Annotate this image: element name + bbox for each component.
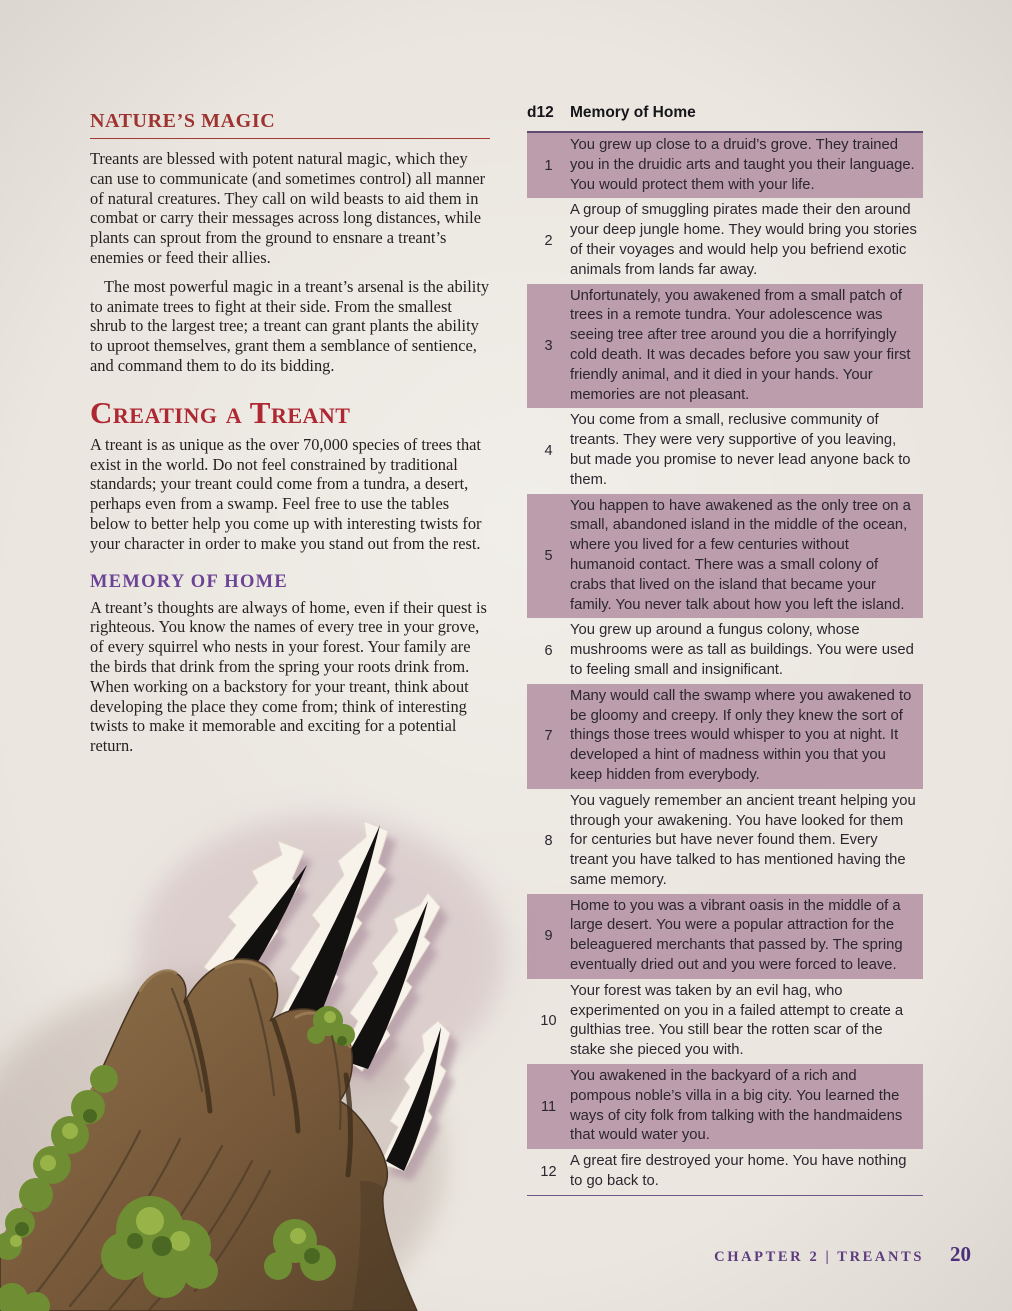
table-row <box>527 684 923 789</box>
memory-description: You awakened in the backyard of a rich and pompous noble’s villa in a big city. You learned the ways of city folk from talking with the handmaidens that would water you. <box>570 1068 903 1144</box>
creating-a-treant-text <box>90 435 490 554</box>
memory-description: You happen to have awakened as the only tree on a small, abandoned island in the middle of the ocean, where you lived for a few centuries without humanoid contact. There was a small colony of crabs that lived on the island that became your family. You never talk about how you left the island. <box>570 497 911 613</box>
memory-description: Your forest was taken by an evil hag, who experimented on you in a failed attempt to create a gulthias tree. You still bear the rotten scar of the stake she pieced you with. <box>570 982 904 1059</box>
die-roll-value: 10 <box>540 1013 557 1030</box>
table-row <box>527 979 923 1064</box>
memory-description: You grew up around a fungus colony, whose mushrooms were as tall as buildings. You were used to feeling small and insignificant. <box>570 622 914 678</box>
die-roll-value: 8 <box>544 833 553 850</box>
die-roll-value: 6 <box>544 643 553 660</box>
memory-description: Home to you was a vibrant oasis in the middle of a large desert. You were a popular attraction for the beleaguered merchants that passed by. The spring eventually dried out and you were forced to leave. <box>570 897 903 974</box>
table-row <box>527 789 923 894</box>
table-header-row <box>527 104 923 133</box>
paragraph: A treant is as unique as the over 70,000 species of trees that exist in the world. Do not feel constrained by traditional standards; your treant could come from a tundra, a desert, perhaps even from a swamp. Feel free to use the tables below to better help you come up with interesting twists for your character in order to make you stand out from the rest. <box>90 434 482 553</box>
die-roll-value: 7 <box>544 728 553 745</box>
table-row <box>527 408 923 493</box>
table-row <box>527 133 923 198</box>
table-body <box>527 133 923 1196</box>
section-heading-natures-magic: NATURE’S MAGIC <box>90 110 490 139</box>
die-roll-value: 2 <box>544 232 553 249</box>
page-footer <box>714 1242 971 1267</box>
memory-description: A group of smuggling pirates made their den around your deep jungle home. They would bring you stories of their voyages and would help you befriend exotic animals from lands far away. <box>570 202 917 278</box>
die-roll-value: 1 <box>544 157 553 174</box>
memory-description: Unfortunately, you awakened from a small patch of trees in a remote tundra. Your adolescence was seeing tree after tree around you die a horrifyingly cold death. It was decades before you saw your first friendly animal, and it died in your hands. Your memories are not pleasant. <box>570 287 911 403</box>
memory-description: You come from a small, reclusive community of treants. They were very supportive of you leaving, but made you promise to never lead anyone back to them. <box>570 412 911 488</box>
die-roll-value: 3 <box>544 337 553 354</box>
die-roll-value: 5 <box>544 547 553 564</box>
subsection-heading-memory-of-home: MEMORY OF HOME <box>90 571 289 592</box>
memory-description: You grew up close to a druid’s grove. They trained you in the druidic arts and taught you their language. You would protect them with your life. <box>570 137 915 193</box>
treant-claw-illustration <box>0 821 500 1311</box>
table-row <box>527 1149 923 1195</box>
memory-description: A great fire destroyed your home. You have nothing to go back to. <box>570 1153 907 1190</box>
natures-magic-text <box>90 149 490 376</box>
table-row <box>527 198 923 283</box>
table-row <box>527 494 923 619</box>
left-column <box>90 110 490 765</box>
paragraph: The most powerful magic in a treant’s arsenal is the ability to animate trees to fight at their side. From the smallest shrub to the largest tree; a treant can grant plants the ability to uproot themselves, grant them a semblance of sentience, and command them to do its bidding. <box>90 276 490 375</box>
memory-description: Many would call the swamp where you awakened to be gloomy and creepy. If only they knew the sort of things those trees would whisper to you at night. It developed a hint of madness within you that you keep hidden from everybody. <box>570 687 912 783</box>
section-heading-creating-a-treant: Creating a Treant <box>90 394 351 430</box>
memory-description: You vaguely remember an ancient treant helping you through your awakening. You have looked for them for centuries but have never found them. Every treant you have talked to has mentioned having the same memory. <box>570 792 916 888</box>
page-number: 20 <box>950 1242 971 1266</box>
table-header-title: Memory of Home <box>570 104 696 121</box>
die-roll-value: 9 <box>544 928 553 945</box>
table-row <box>527 284 923 409</box>
memory-of-home-text <box>90 598 490 756</box>
memory-of-home-table <box>527 104 923 1196</box>
chapter-label: CHAPTER 2 | TREANTS <box>714 1249 924 1265</box>
treant-claw-svg <box>0 821 500 1311</box>
paragraph: Treants are blessed with potent natural magic, which they can use to communicate (and sometimes control) all manner of natural creatures. They call on wild beasts to aid them in combat or carry their messages across long distances, while plants can sprout from the ground to ensnare a treant’s enemies or feed their allies. <box>90 149 486 267</box>
table-row <box>527 1064 923 1149</box>
die-roll-value: 11 <box>540 1098 557 1115</box>
die-roll-value: 12 <box>540 1164 557 1181</box>
paragraph: A treant’s thoughts are always of home, even if their quest is righteous. You know the names of every tree in your grove, of every squirrel who nests in your forest. Your family are the birds that drink from the spring your roots drink from. When working on a backstory for your treant, think about developing the place they come from; think of interesting twists to make it memorable and exciting for a potential return. <box>90 597 487 756</box>
table-header-die: d12 <box>527 104 554 121</box>
table-row <box>527 618 923 683</box>
table-row <box>527 894 923 979</box>
die-roll-value: 4 <box>544 442 553 459</box>
